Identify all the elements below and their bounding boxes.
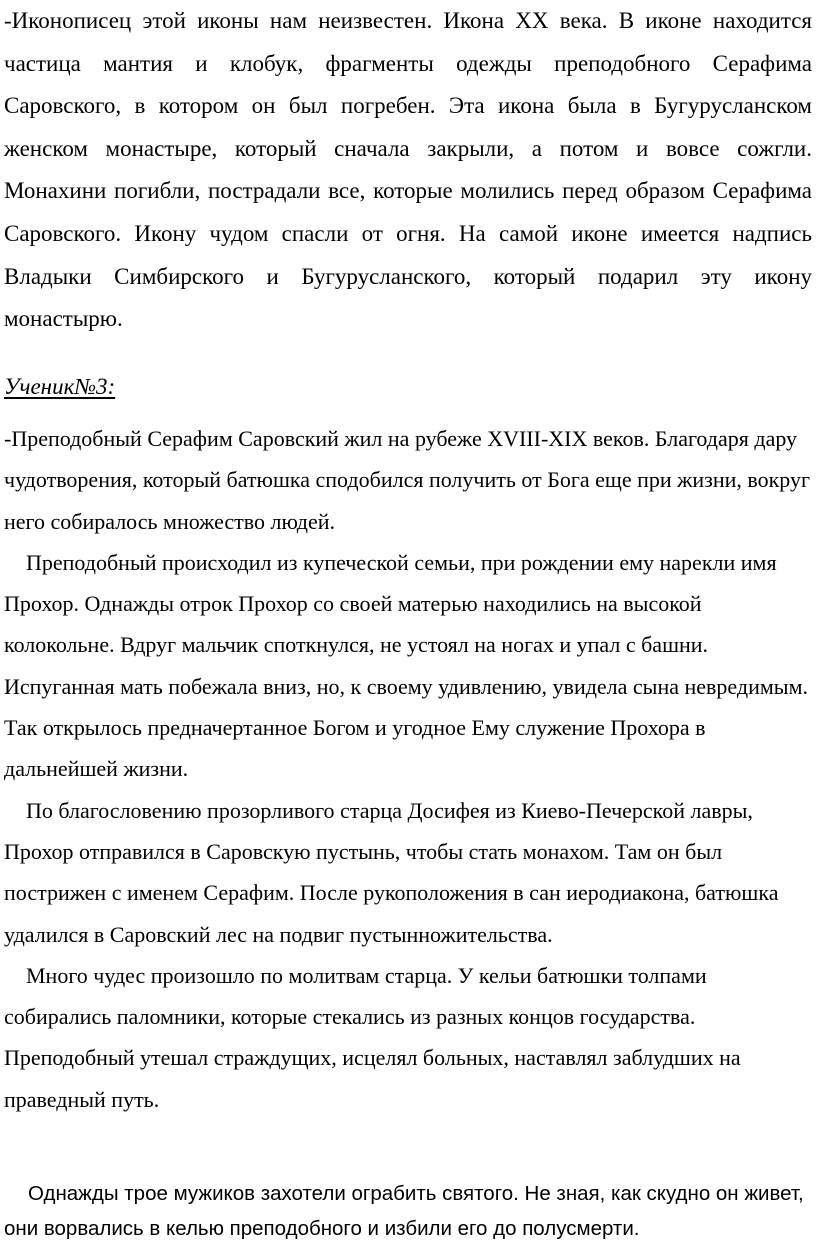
paragraph-robbery: Однажды трое мужиков захотели ограбить святого. Не зная, как скудно он живет, они ворвались в келью преподобного и избили его до полусмерти. [4, 1182, 804, 1240]
paragraph-childhood: Преподобный происходил из купеческой семьи, при рождении ему нарекли имя Прохор. Однажды отрок Прохор со своей матерью находились на высокой колокольне. Вдруг мальчик споткнулся, не устоял на ногах и упал с башни. Испуганная мать побежала вниз, но, к своему удивлению, увидела сына невредимым. Так открылось предначертанное Богом и угодное Ему служение Прохора в дальнейшей жизни. [4, 549, 808, 782]
student-heading: Ученик№3: [4, 374, 116, 399]
student-text [4, 418, 812, 1120]
paragraph-intro: -Преподобный Серафим Саровский жил на рубеже XVIII-XIX веков. Благодаря дару чудотворения, который батюшка сподобился получить от Бога еще при жизни, вокруг него собиралось множество людей. [4, 426, 811, 534]
paragraph-icon-history: -Иконописец этой иконы нам неизвестен. Икона XX века. В иконе находится частица мантия и клобук, фрагменты одежды преподобного Серафима Саровского, в котором он был погребен. Эта икона была в Бугурусланском женском монастыре, который сначала закрыли, а потом и вовсе сожгли. Монахини погибли, пострадали все, которые молились перед образом Серафима Саровского. Икону чудом спасли от огня. На самой иконе имеется надпись Владыки Симбирского и Бугурусланского, который подарил эту икону монастырю. [4, 8, 812, 332]
paragraph-monastery: По благословению прозорливого старца Досифея из Киево-Печерской лавры, Прохор отправился в Саровскую пустынь, чтобы стать монахом. Там он был пострижен с именем Серафим. После рукоположения в сан иеродиакона, батюшка удалился в Саровский лес на подвиг пустынножительства. [4, 797, 779, 947]
paragraph-miracles: Много чудес произошло по молитвам старца. У кельи батюшки толпами собирались паломники, которые стекались из разных концов государства. Преподобный утешал страждущих, исцелял больных, наставлял заблудших на праведный путь. [4, 962, 741, 1112]
